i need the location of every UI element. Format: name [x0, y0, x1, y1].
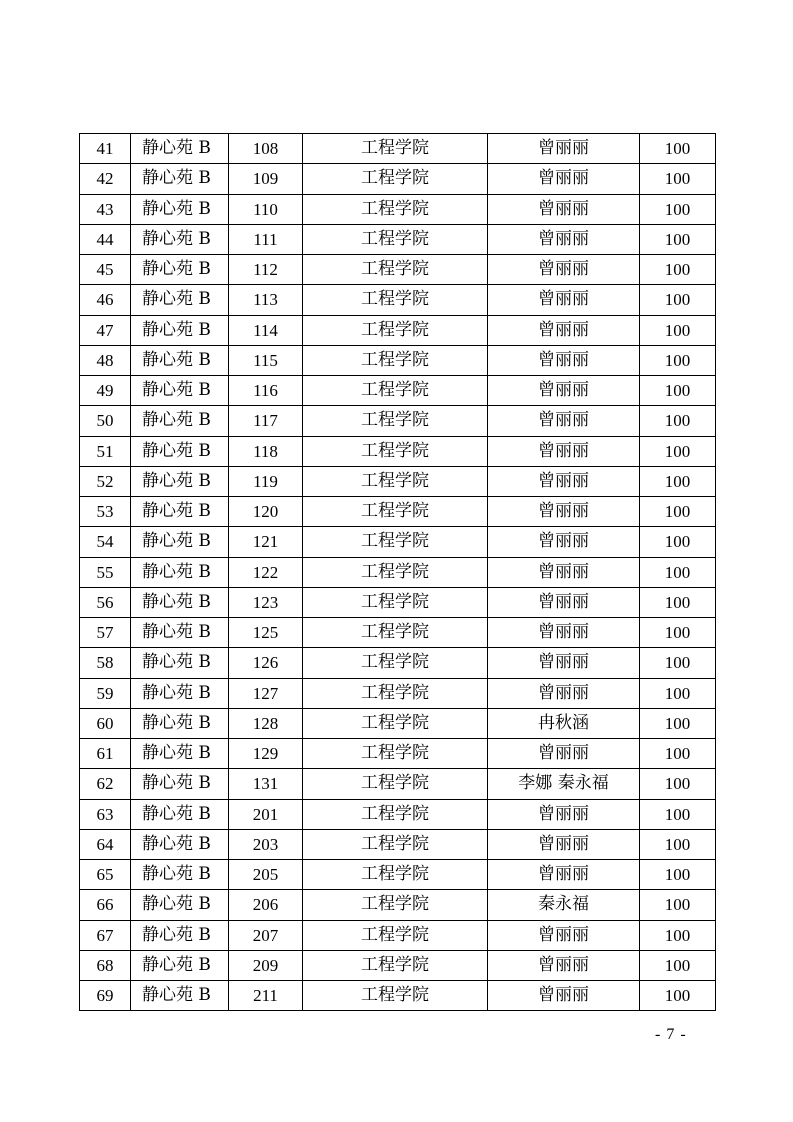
- building-cell: 静心苑 B: [131, 255, 229, 285]
- counselor-cell: 曾丽丽: [488, 285, 640, 315]
- score-cell: 100: [640, 376, 716, 406]
- college-cell: 工程学院: [303, 981, 488, 1011]
- room-cell: 122: [229, 557, 303, 587]
- building-cell: 静心苑 B: [131, 799, 229, 829]
- score-cell: 100: [640, 345, 716, 375]
- table-row: [80, 860, 716, 890]
- counselor-cell: 曾丽丽: [488, 345, 640, 375]
- counselor-cell: 曾丽丽: [488, 829, 640, 859]
- table-row: [80, 890, 716, 920]
- building-cell: 静心苑 B: [131, 285, 229, 315]
- counselor-cell: 曾丽丽: [488, 678, 640, 708]
- score-cell: 100: [640, 769, 716, 799]
- counselor-cell: 曾丽丽: [488, 648, 640, 678]
- room-cell: 123: [229, 587, 303, 617]
- room-cell: 121: [229, 527, 303, 557]
- college-cell: 工程学院: [303, 436, 488, 466]
- table-row: [80, 345, 716, 375]
- table-row: [80, 285, 716, 315]
- college-cell: 工程学院: [303, 164, 488, 194]
- college-cell: 工程学院: [303, 739, 488, 769]
- counselor-cell: 曾丽丽: [488, 376, 640, 406]
- building-cell: 静心苑 B: [131, 648, 229, 678]
- score-cell: 100: [640, 708, 716, 738]
- building-cell: 静心苑 B: [131, 557, 229, 587]
- building-cell: 静心苑 B: [131, 497, 229, 527]
- counselor-cell: 曾丽丽: [488, 164, 640, 194]
- college-cell: 工程学院: [303, 285, 488, 315]
- row-index-cell: 69: [80, 981, 131, 1011]
- row-index-cell: 53: [80, 497, 131, 527]
- college-cell: 工程学院: [303, 618, 488, 648]
- college-cell: 工程学院: [303, 497, 488, 527]
- row-index-cell: 52: [80, 466, 131, 496]
- building-cell: 静心苑 B: [131, 527, 229, 557]
- score-cell: 100: [640, 557, 716, 587]
- row-index-cell: 63: [80, 799, 131, 829]
- room-cell: 206: [229, 890, 303, 920]
- counselor-cell: 曾丽丽: [488, 224, 640, 254]
- score-cell: 100: [640, 981, 716, 1011]
- college-cell: 工程学院: [303, 708, 488, 738]
- counselor-cell: 曾丽丽: [488, 436, 640, 466]
- counselor-cell: 曾丽丽: [488, 618, 640, 648]
- score-cell: 100: [640, 164, 716, 194]
- score-cell: 100: [640, 315, 716, 345]
- counselor-cell: 曾丽丽: [488, 527, 640, 557]
- score-cell: 100: [640, 890, 716, 920]
- college-cell: 工程学院: [303, 345, 488, 375]
- row-index-cell: 62: [80, 769, 131, 799]
- row-index-cell: 56: [80, 587, 131, 617]
- row-index-cell: 61: [80, 739, 131, 769]
- row-index-cell: 68: [80, 950, 131, 980]
- room-cell: 128: [229, 708, 303, 738]
- score-cell: 100: [640, 648, 716, 678]
- score-cell: 100: [640, 618, 716, 648]
- table-row: [80, 255, 716, 285]
- score-cell: 100: [640, 255, 716, 285]
- building-cell: 静心苑 B: [131, 950, 229, 980]
- table-row: [80, 708, 716, 738]
- table-row: [80, 587, 716, 617]
- counselor-cell: 曾丽丽: [488, 255, 640, 285]
- row-index-cell: 47: [80, 315, 131, 345]
- counselor-cell: 李娜 秦永福: [488, 769, 640, 799]
- college-cell: 工程学院: [303, 376, 488, 406]
- counselor-cell: 曾丽丽: [488, 134, 640, 164]
- college-cell: 工程学院: [303, 194, 488, 224]
- counselor-cell: 曾丽丽: [488, 799, 640, 829]
- building-cell: 静心苑 B: [131, 315, 229, 345]
- college-cell: 工程学院: [303, 527, 488, 557]
- college-cell: 工程学院: [303, 920, 488, 950]
- room-cell: 112: [229, 255, 303, 285]
- row-index-cell: 57: [80, 618, 131, 648]
- college-cell: 工程学院: [303, 406, 488, 436]
- table-row: [80, 436, 716, 466]
- building-cell: 静心苑 B: [131, 587, 229, 617]
- table-row: [80, 315, 716, 345]
- row-index-cell: 55: [80, 557, 131, 587]
- room-cell: 119: [229, 466, 303, 496]
- room-cell: 109: [229, 164, 303, 194]
- building-cell: 静心苑 B: [131, 436, 229, 466]
- table-row: [80, 739, 716, 769]
- building-cell: 静心苑 B: [131, 194, 229, 224]
- room-cell: 205: [229, 860, 303, 890]
- room-cell: 129: [229, 739, 303, 769]
- room-cell: 125: [229, 618, 303, 648]
- counselor-cell: 曾丽丽: [488, 860, 640, 890]
- row-index-cell: 54: [80, 527, 131, 557]
- row-index-cell: 60: [80, 708, 131, 738]
- room-cell: 203: [229, 829, 303, 859]
- score-cell: 100: [640, 739, 716, 769]
- table-row: [80, 769, 716, 799]
- room-cell: 131: [229, 769, 303, 799]
- college-cell: 工程学院: [303, 224, 488, 254]
- table-row: [80, 376, 716, 406]
- building-cell: 静心苑 B: [131, 920, 229, 950]
- building-cell: 静心苑 B: [131, 376, 229, 406]
- college-cell: 工程学院: [303, 255, 488, 285]
- building-cell: 静心苑 B: [131, 224, 229, 254]
- table-row: [80, 134, 716, 164]
- row-index-cell: 44: [80, 224, 131, 254]
- row-index-cell: 41: [80, 134, 131, 164]
- room-cell: 127: [229, 678, 303, 708]
- room-cell: 201: [229, 799, 303, 829]
- table-row: [80, 497, 716, 527]
- counselor-cell: 曾丽丽: [488, 315, 640, 345]
- building-cell: 静心苑 B: [131, 981, 229, 1011]
- counselor-cell: 秦永福: [488, 890, 640, 920]
- counselor-cell: 曾丽丽: [488, 406, 640, 436]
- counselor-cell: 曾丽丽: [488, 466, 640, 496]
- counselor-cell: 曾丽丽: [488, 920, 640, 950]
- row-index-cell: 49: [80, 376, 131, 406]
- college-cell: 工程学院: [303, 134, 488, 164]
- college-cell: 工程学院: [303, 557, 488, 587]
- room-cell: 211: [229, 981, 303, 1011]
- table-row: [80, 648, 716, 678]
- table-row: [80, 799, 716, 829]
- table-row: [80, 557, 716, 587]
- college-cell: 工程学院: [303, 890, 488, 920]
- row-index-cell: 46: [80, 285, 131, 315]
- counselor-cell: 曾丽丽: [488, 950, 640, 980]
- building-cell: 静心苑 B: [131, 678, 229, 708]
- score-cell: 100: [640, 194, 716, 224]
- counselor-cell: 冉秋涵: [488, 708, 640, 738]
- row-index-cell: 65: [80, 860, 131, 890]
- college-cell: 工程学院: [303, 648, 488, 678]
- building-cell: 静心苑 B: [131, 618, 229, 648]
- building-cell: 静心苑 B: [131, 708, 229, 738]
- room-cell: 207: [229, 920, 303, 950]
- score-cell: 100: [640, 497, 716, 527]
- building-cell: 静心苑 B: [131, 769, 229, 799]
- row-index-cell: 43: [80, 194, 131, 224]
- roster-table-body: [80, 134, 716, 1011]
- score-cell: 100: [640, 285, 716, 315]
- row-index-cell: 51: [80, 436, 131, 466]
- room-cell: 118: [229, 436, 303, 466]
- score-cell: 100: [640, 527, 716, 557]
- counselor-cell: 曾丽丽: [488, 739, 640, 769]
- building-cell: 静心苑 B: [131, 345, 229, 375]
- room-cell: 111: [229, 224, 303, 254]
- score-cell: 100: [640, 920, 716, 950]
- college-cell: 工程学院: [303, 678, 488, 708]
- building-cell: 静心苑 B: [131, 134, 229, 164]
- college-cell: 工程学院: [303, 466, 488, 496]
- roster-table: [79, 133, 716, 1011]
- row-index-cell: 50: [80, 406, 131, 436]
- counselor-cell: 曾丽丽: [488, 557, 640, 587]
- score-cell: 100: [640, 829, 716, 859]
- building-cell: 静心苑 B: [131, 890, 229, 920]
- room-cell: 117: [229, 406, 303, 436]
- room-cell: 108: [229, 134, 303, 164]
- table-row: [80, 678, 716, 708]
- room-cell: 209: [229, 950, 303, 980]
- score-cell: 100: [640, 860, 716, 890]
- college-cell: 工程学院: [303, 829, 488, 859]
- table-row: [80, 164, 716, 194]
- college-cell: 工程学院: [303, 315, 488, 345]
- row-index-cell: 67: [80, 920, 131, 950]
- row-index-cell: 66: [80, 890, 131, 920]
- room-cell: 116: [229, 376, 303, 406]
- score-cell: 100: [640, 950, 716, 980]
- table-row: [80, 466, 716, 496]
- table-row: [80, 981, 716, 1011]
- counselor-cell: 曾丽丽: [488, 194, 640, 224]
- room-cell: 120: [229, 497, 303, 527]
- college-cell: 工程学院: [303, 587, 488, 617]
- counselor-cell: 曾丽丽: [488, 981, 640, 1011]
- row-index-cell: 48: [80, 345, 131, 375]
- building-cell: 静心苑 B: [131, 466, 229, 496]
- score-cell: 100: [640, 224, 716, 254]
- college-cell: 工程学院: [303, 769, 488, 799]
- table-row: [80, 950, 716, 980]
- building-cell: 静心苑 B: [131, 406, 229, 436]
- counselor-cell: 曾丽丽: [488, 587, 640, 617]
- college-cell: 工程学院: [303, 950, 488, 980]
- table-row: [80, 224, 716, 254]
- score-cell: 100: [640, 436, 716, 466]
- college-cell: 工程学院: [303, 799, 488, 829]
- row-index-cell: 45: [80, 255, 131, 285]
- building-cell: 静心苑 B: [131, 860, 229, 890]
- table-row: [80, 527, 716, 557]
- table-row: [80, 618, 716, 648]
- row-index-cell: 64: [80, 829, 131, 859]
- room-cell: 126: [229, 648, 303, 678]
- score-cell: 100: [640, 587, 716, 617]
- score-cell: 100: [640, 799, 716, 829]
- table-row: [80, 829, 716, 859]
- room-cell: 110: [229, 194, 303, 224]
- college-cell: 工程学院: [303, 860, 488, 890]
- row-index-cell: 58: [80, 648, 131, 678]
- building-cell: 静心苑 B: [131, 739, 229, 769]
- room-cell: 115: [229, 345, 303, 375]
- counselor-cell: 曾丽丽: [488, 497, 640, 527]
- building-cell: 静心苑 B: [131, 164, 229, 194]
- room-cell: 114: [229, 315, 303, 345]
- score-cell: 100: [640, 678, 716, 708]
- table-row: [80, 920, 716, 950]
- room-cell: 113: [229, 285, 303, 315]
- building-cell: 静心苑 B: [131, 829, 229, 859]
- score-cell: 100: [640, 134, 716, 164]
- score-cell: 100: [640, 406, 716, 436]
- row-index-cell: 42: [80, 164, 131, 194]
- table-row: [80, 194, 716, 224]
- row-index-cell: 59: [80, 678, 131, 708]
- score-cell: 100: [640, 466, 716, 496]
- table-row: [80, 406, 716, 436]
- page-number: - 7 -: [655, 1026, 687, 1043]
